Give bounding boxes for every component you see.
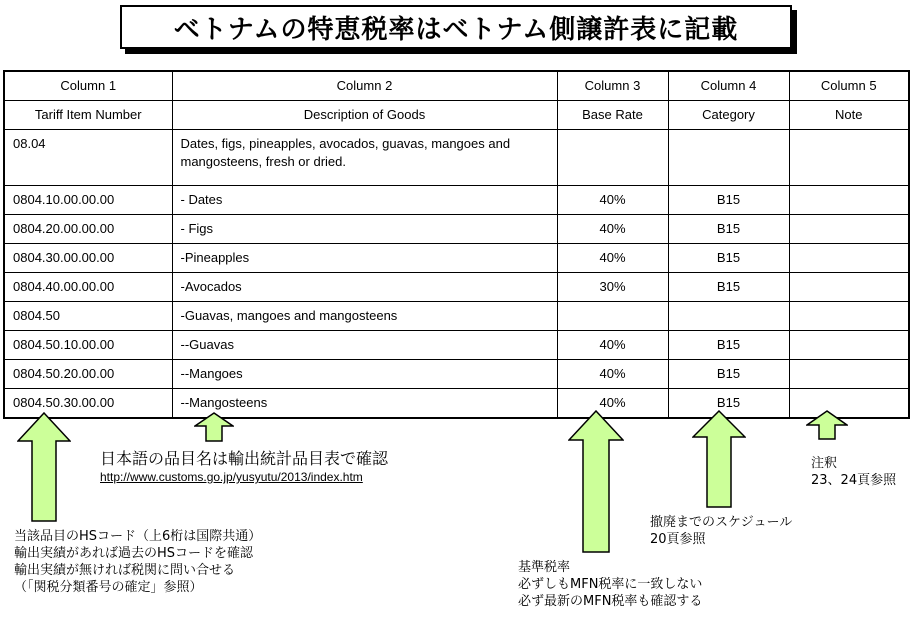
description-cell: Dates, figs, pineapples, avocados, guavas, mangoes and mangosteens, fresh or dried. (172, 130, 557, 186)
tariff-table (3, 70, 910, 419)
description-cell: --Guavas (172, 331, 557, 360)
table-row (4, 360, 909, 389)
header-row-titles (4, 101, 909, 130)
annotation-col1-line4: （「関税分類番号の確定」参照） (14, 580, 203, 595)
annotation-col5-line1: 注釈 (811, 456, 838, 471)
description-cell: -Guavas, mangoes and mangosteens (172, 302, 557, 331)
customs-link[interactable]: http://www.customs.go.jp/yusyutu/2013/index.htm (100, 470, 363, 484)
arrow-up-icon-col3 (568, 410, 624, 553)
tariff-item-number-cell: 0804.40.00.00.00 (4, 273, 172, 302)
header-column-5: Column 5 (789, 71, 909, 101)
category-cell: B15 (668, 244, 789, 273)
category-cell (668, 302, 789, 331)
note-cell (789, 273, 909, 302)
header-tariff-item-number: Tariff Item Number (4, 101, 172, 130)
category-cell: B15 (668, 273, 789, 302)
description-cell: - Dates (172, 186, 557, 215)
category-cell: B15 (668, 186, 789, 215)
note-cell (789, 215, 909, 244)
note-cell (789, 302, 909, 331)
annotation-col1-line1: 当該品目のHSコード（上6桁は国際共通） (14, 529, 262, 544)
annotation-col3 (518, 559, 702, 610)
table-row (4, 130, 909, 186)
annotation-col2 (100, 449, 388, 486)
annotation-col4-line2: 20頁参照 (650, 532, 706, 547)
tariff-table-body (4, 71, 909, 418)
header-category: Category (668, 101, 789, 130)
annotation-col3-line3: 必ず最新のMFN税率も確認する (518, 594, 703, 609)
annotation-col1-line2: 輸出実績があれば過去のHSコードを確認 (14, 546, 254, 561)
header-column-1: Column 1 (4, 71, 172, 101)
header-column-4: Column 4 (668, 71, 789, 101)
category-cell: B15 (668, 331, 789, 360)
tariff-item-number-cell: 0804.50.10.00.00 (4, 331, 172, 360)
arrow-up-icon-col4 (692, 410, 746, 508)
arrow-up-icon-col5 (806, 410, 848, 440)
tariff-item-number-cell: 0804.10.00.00.00 (4, 186, 172, 215)
annotation-col4 (650, 514, 792, 548)
tariff-item-number-cell: 0804.50.20.00.00 (4, 360, 172, 389)
table-row (4, 215, 909, 244)
table-row (4, 302, 909, 331)
base-rate-cell: 40% (557, 215, 668, 244)
tariff-item-number-cell: 0804.50.30.00.00 (4, 389, 172, 419)
description-cell: - Figs (172, 215, 557, 244)
tariff-item-number-cell: 0804.20.00.00.00 (4, 215, 172, 244)
table-row (4, 186, 909, 215)
header-column-3: Column 3 (557, 71, 668, 101)
page-title: ベトナムの特恵税率はベトナム側譲許表に記載 (173, 14, 739, 45)
arrow-up-icon-col1 (17, 412, 71, 522)
base-rate-cell (557, 302, 668, 331)
category-cell: B15 (668, 360, 789, 389)
header-base-rate: Base Rate (557, 101, 668, 130)
base-rate-cell (557, 130, 668, 186)
tariff-item-number-cell: 08.04 (4, 130, 172, 186)
annotation-col2-line1: 日本語の品目名は輸出統計品目表で確認 (100, 449, 389, 468)
category-cell: B15 (668, 215, 789, 244)
base-rate-cell: 40% (557, 244, 668, 273)
header-column-2: Column 2 (172, 71, 557, 101)
arrow-up-icon-col2 (194, 412, 234, 442)
category-cell: B15 (668, 389, 789, 419)
note-cell (789, 130, 909, 186)
annotation-col1 (14, 528, 261, 596)
table-row (4, 273, 909, 302)
annotation-col5-line2: 23、24頁参照 (811, 473, 897, 488)
base-rate-cell: 40% (557, 331, 668, 360)
description-cell: --Mangoes (172, 360, 557, 389)
note-cell (789, 244, 909, 273)
tariff-item-number-cell: 0804.50 (4, 302, 172, 331)
note-cell (789, 331, 909, 360)
table-row (4, 244, 909, 273)
title-box (120, 5, 792, 49)
header-row-columns (4, 71, 909, 101)
note-cell (789, 360, 909, 389)
header-note: Note (789, 101, 909, 130)
base-rate-cell: 30% (557, 273, 668, 302)
description-cell: --Mangosteens (172, 389, 557, 419)
base-rate-cell: 40% (557, 360, 668, 389)
note-cell (789, 186, 909, 215)
base-rate-cell: 40% (557, 186, 668, 215)
description-cell: -Pineapples (172, 244, 557, 273)
description-cell: -Avocados (172, 273, 557, 302)
header-description: Description of Goods (172, 101, 557, 130)
annotation-col4-line1: 撤廃までのスケジュール (650, 515, 793, 530)
tariff-item-number-cell: 0804.30.00.00.00 (4, 244, 172, 273)
base-rate-cell: 40% (557, 389, 668, 419)
table-row (4, 389, 909, 419)
table-row (4, 331, 909, 360)
annotation-col1-line3: 輸出実績が無ければ税関に問い合せる (14, 563, 236, 578)
category-cell (668, 130, 789, 186)
annotation-col5 (811, 455, 896, 489)
annotation-col3-line2: 必ずしもMFN税率に一致しない (518, 577, 703, 592)
annotation-col3-line1: 基準税率 (518, 560, 571, 575)
